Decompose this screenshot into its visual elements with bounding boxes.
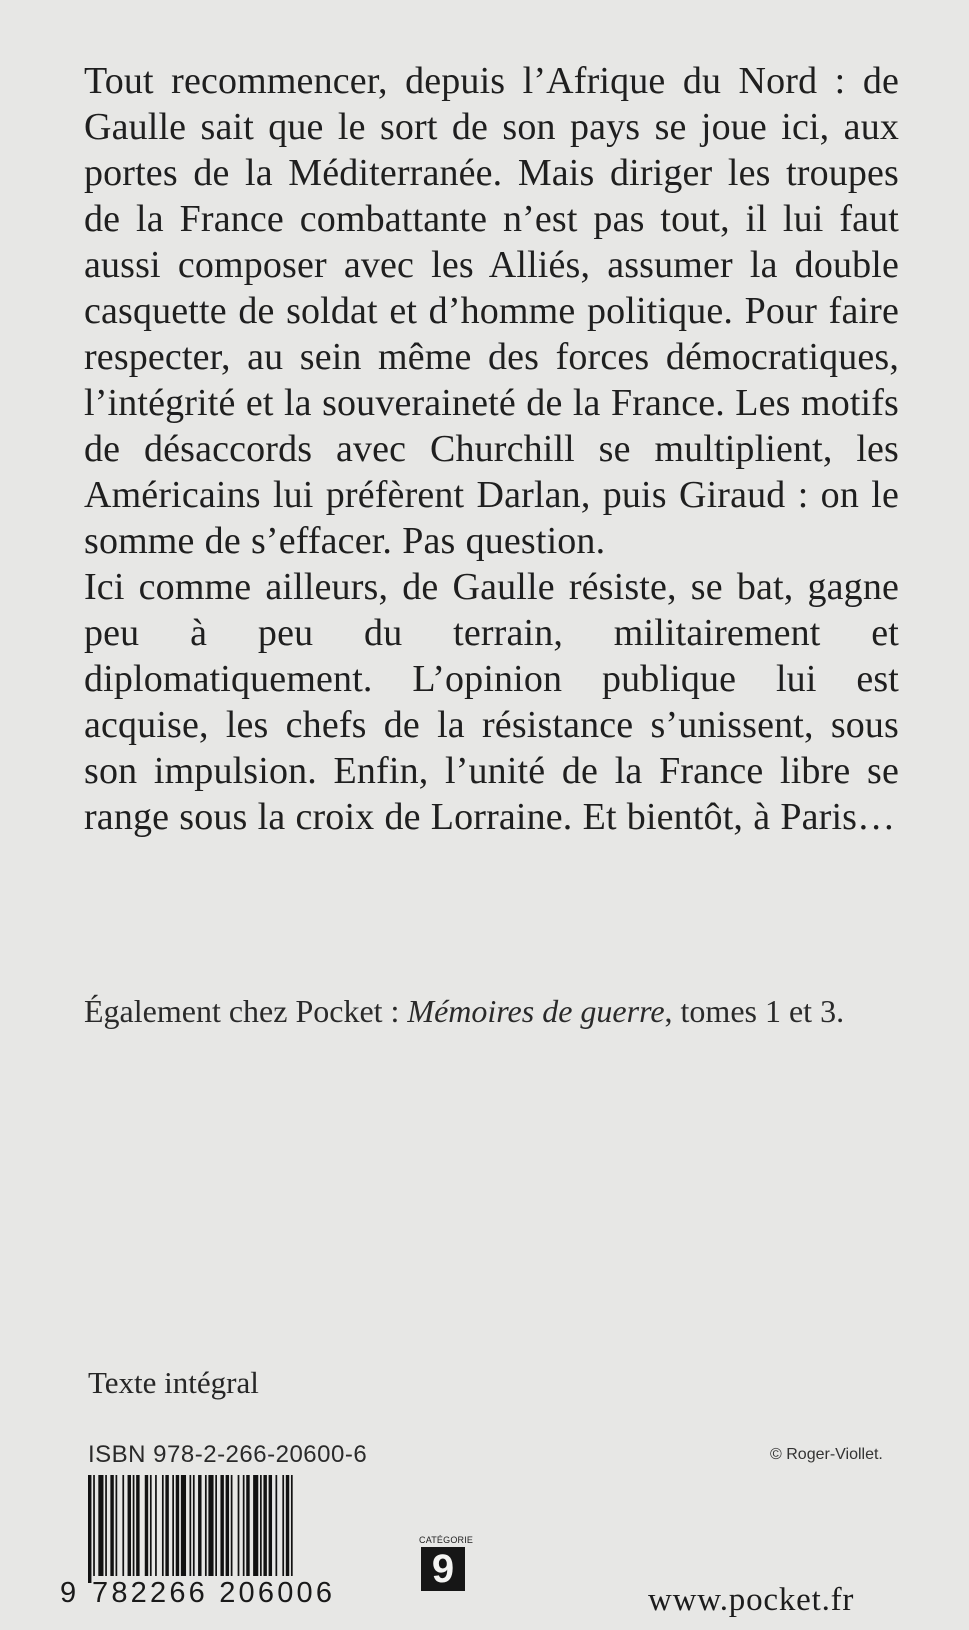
barcode-bar (122, 1475, 124, 1583)
barcode-digits: 782266 206006 (92, 1576, 350, 1610)
barcode-bar (208, 1475, 213, 1583)
barcode-bar (220, 1475, 223, 1583)
isbn-label: ISBN 978-2-266-20600-6 (88, 1441, 368, 1468)
barcode-bar (198, 1475, 201, 1583)
barcode-bar (215, 1475, 217, 1583)
barcode-bar (291, 1475, 293, 1583)
barcode-bar (150, 1475, 152, 1583)
barcode-bar (260, 1475, 262, 1583)
category-number: 9 (421, 1547, 465, 1591)
also-available-prefix: Également chez Pocket : (84, 993, 408, 1029)
barcode-bar (231, 1475, 233, 1583)
barcode-bar (116, 1475, 118, 1583)
barcode-bar (275, 1475, 277, 1583)
publisher-website: www.pocket.fr (648, 1582, 855, 1618)
blurb-paragraph-1: Tout recommencer, depuis l’Afrique du Nord : de Gaulle sait que le sort de son pays se joue ici, aux portes de la Méditerranée. Mais diriger les troupes de la France combattante n’est pas tout, il lui faut aussi composer avec les Alliés, assumer la double casquette de soldat et d’homme politique. Pour faire respecter, au sein même des forces démocratiques, l’intégrité et la souveraineté de la France. Les motifs de désaccords avec Churchill se multiplient, les Américains lui préfèrent Darlan, puis Giraud : on le somme de s’effacer. Pas question. (84, 60, 899, 562)
barcode-bar (88, 1475, 91, 1583)
barcode-bar (269, 1475, 272, 1583)
barcode-bar (162, 1475, 164, 1583)
barcode-bar (226, 1475, 229, 1583)
barcode-bar (243, 1475, 245, 1583)
barcode-bar (172, 1475, 174, 1583)
barcode-bar (98, 1475, 103, 1583)
barcode-bar (253, 1475, 258, 1583)
barcode-bar (189, 1475, 191, 1583)
also-available-note (84, 991, 844, 1031)
barcode-bar (165, 1475, 168, 1583)
barcode-bar (263, 1475, 266, 1583)
barcode-bar (110, 1475, 113, 1583)
back-cover-blurb (84, 58, 899, 840)
barcode-bar (193, 1475, 195, 1583)
blurb-paragraph-2: Ici comme ailleurs, de Gaulle résiste, se bat, gagne peu à peu du terrain, militairement et diplomatiquement. L’opinion publique lui est acquise, les chefs de la résistance s’unissent, sous son impulsion. Enfin, l’unité de la France libre se range sous la croix de Lorraine. Et bientôt, à Paris… (84, 566, 899, 838)
barcode-bar (155, 1475, 157, 1583)
barcode-bar (181, 1475, 186, 1583)
barcode-lead-digit: 9 (60, 1577, 77, 1609)
barcode-bar (136, 1475, 139, 1583)
price-category (419, 1535, 474, 1591)
photo-credit: © Roger-Viollet. (770, 1446, 883, 1463)
also-available-suffix: , tomes 1 et 3. (664, 993, 845, 1029)
barcode-bar (128, 1475, 131, 1583)
barcode-bar (176, 1475, 179, 1583)
barcode-bar (133, 1475, 135, 1583)
also-available-title: Mémoires de guerre (407, 993, 665, 1029)
barcode-bar (286, 1475, 289, 1583)
barcode-bar (238, 1475, 240, 1583)
barcode-bar (282, 1475, 284, 1583)
barcode-bar (205, 1475, 207, 1583)
barcode-bar (145, 1475, 148, 1583)
category-label: CATÉGORIE (419, 1535, 474, 1545)
barcode-bar (246, 1475, 249, 1583)
edition-note: Texte intégral (88, 1365, 259, 1400)
barcode-bar (105, 1475, 107, 1583)
barcode-bars (88, 1475, 350, 1583)
barcode-bar (93, 1475, 95, 1583)
